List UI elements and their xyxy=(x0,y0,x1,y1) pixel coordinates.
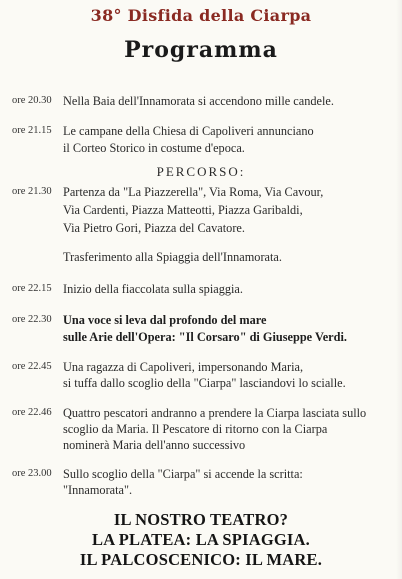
entry-line: Sullo scoglio della "Ciarpa" si accende la scritta: xyxy=(63,467,303,481)
entry-time: ore 22.30 xyxy=(12,314,52,325)
entry-line: nominerà Maria dell'anno successivo xyxy=(63,438,246,452)
event-title: 38° Disfida della Ciarpa xyxy=(90,6,312,25)
entry-line: Le campane della Chiesa di Capoliveri annunciano xyxy=(63,124,314,138)
closing-line-3: IL PALCOSCENICO: IL MARE. xyxy=(79,550,323,569)
entry-line: il Corteo Storico in costume d'epoca. xyxy=(63,141,245,155)
closing-line-2: LA PLATEA: LA SPIAGGIA. xyxy=(92,530,310,549)
entry-line: Una voce si leva dal profondo del mare xyxy=(63,313,267,327)
entry-time: ore 21.30 xyxy=(12,186,52,197)
programme-title: Programma xyxy=(124,37,278,63)
entry-time: ore 21.15 xyxy=(12,125,52,136)
entry-line: Quattro pescatori andranno a prendere la Ciarpa lasciata sullo xyxy=(63,406,367,420)
entry-time: ore 22.15 xyxy=(12,283,52,294)
entry-line: Via Cardenti, Piazza Matteotti, Piazza Garibaldi, xyxy=(63,203,303,217)
closing-line-1: IL NOSTRO TEATRO? xyxy=(113,510,289,529)
entry-line: Partenza da "La Piazzerella", Via Roma, Via Cavour, xyxy=(63,185,324,199)
percorso-label: PERCORSO: xyxy=(156,164,246,179)
entry-line: Inizio della fiaccolata sulla spiaggia. xyxy=(63,282,243,296)
entry-line: sulle Arie dell'Opera: "Il Corsaro" di Giuseppe Verdi. xyxy=(63,330,347,344)
entry-line: si tuffa dallo scoglio della "Ciarpa" lasciandovi lo scialle. xyxy=(63,376,346,390)
entry-line: scoglio da Maria. Il Pescatore di ritorno con la Ciarpa xyxy=(63,422,328,436)
entry-line: "Innamorata". xyxy=(63,483,133,497)
entry-line: Trasferimento alla Spiaggia dell'Innamorata. xyxy=(63,250,282,264)
entry-time: ore 22.46 xyxy=(12,407,52,418)
entry-time: ore 23.00 xyxy=(12,468,52,479)
entry-time: ore 22.45 xyxy=(12,361,52,372)
entry-line: Una ragazza di Capoliveri, impersonando Maria, xyxy=(63,360,304,374)
page-edge-shadow xyxy=(396,0,402,579)
entry-line: Via Pietro Gori, Piazza del Cavatore. xyxy=(63,221,245,235)
entry-time: ore 20.30 xyxy=(12,95,52,106)
entry-line: Nella Baia dell'Innamorata si accendono mille candele. xyxy=(63,94,334,108)
